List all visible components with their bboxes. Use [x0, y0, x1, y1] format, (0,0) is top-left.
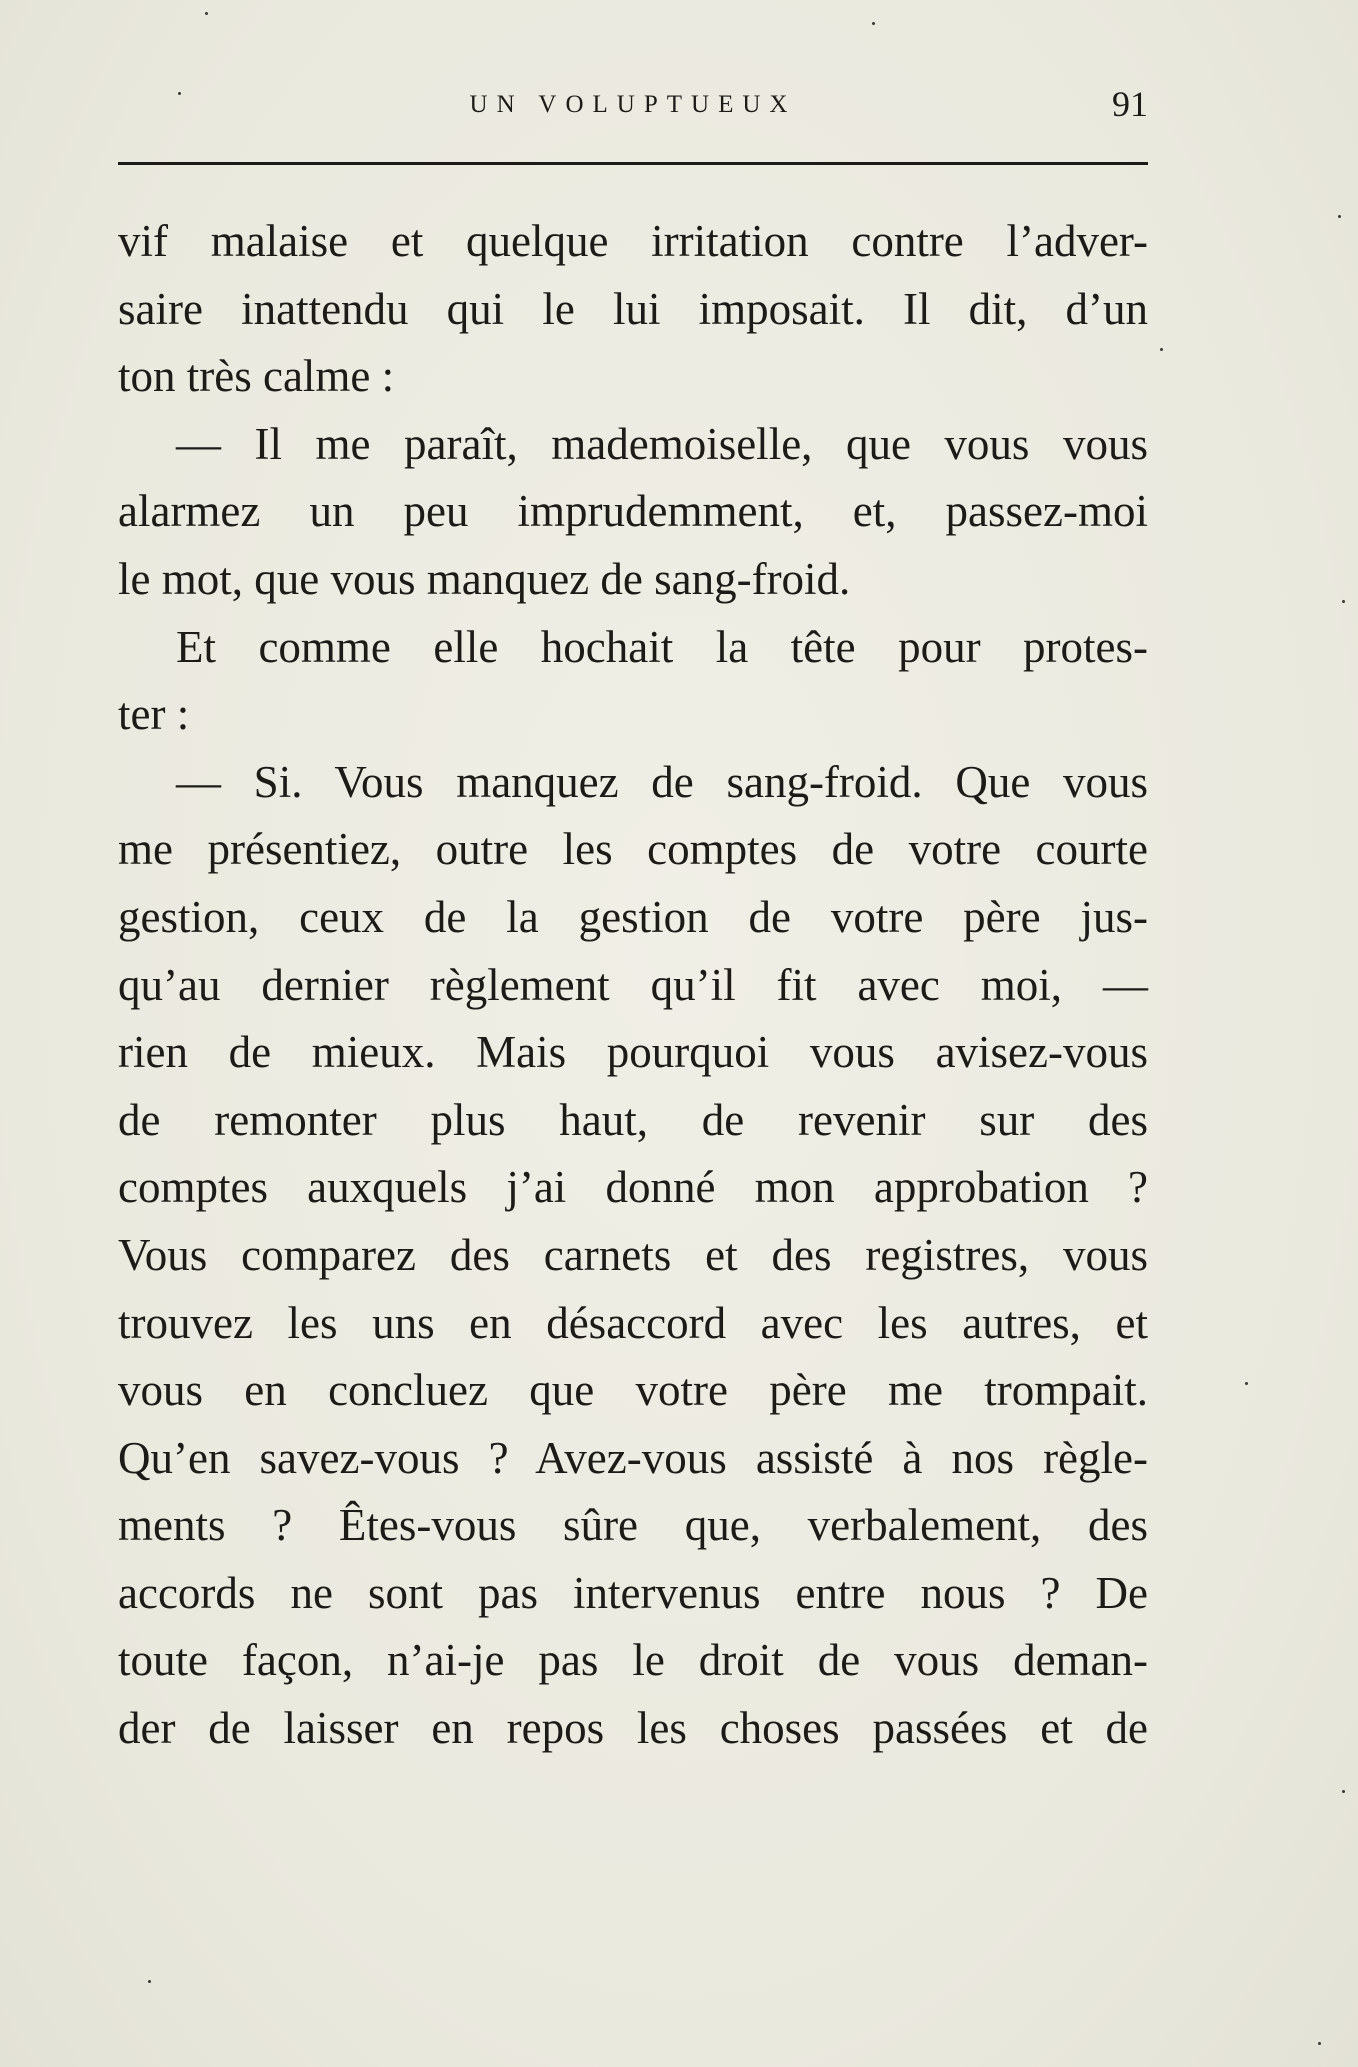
text-line: der de laisser en repos les choses passées et de	[118, 1703, 1148, 1754]
text-line: — Si. Vous manquez de sang-froid. Que vous	[176, 756, 1148, 807]
paper-speck	[1338, 215, 1341, 218]
text-line: rien de mieux. Mais pourquoi vous avisez-vous	[118, 1027, 1148, 1078]
text-line: ter :	[118, 689, 190, 740]
text-line: toute façon, n’ai-je pas le droit de vous deman-	[118, 1635, 1148, 1686]
paper-speck	[1318, 2042, 1321, 2045]
text-line: accords ne sont pas intervenus entre nous ? De	[118, 1567, 1148, 1618]
text-line: le mot, que vous manquez de sang-froid.	[118, 553, 851, 604]
text-line: gestion, ceux de la gestion de votre père jus-	[118, 891, 1148, 942]
text-line: comptes auxquels j’ai donné mon approbation ?	[118, 1162, 1148, 1213]
text-line: Qu’en savez-vous ? Avez-vous assisté à nos règle-	[118, 1432, 1148, 1483]
paper-speck	[1160, 348, 1163, 351]
text-line: Et comme elle hochait la tête pour protes-	[176, 621, 1148, 672]
text-line: qu’au dernier règlement qu’il fit avec moi, —	[118, 959, 1148, 1010]
paper-speck	[1342, 1790, 1345, 1793]
running-title: UN VOLUPTUEUX	[469, 91, 797, 118]
text-line: trouvez les uns en désaccord avec les autres, et	[118, 1297, 1148, 1348]
paper-speck	[148, 1980, 151, 1983]
text-line: me présentiez, outre les comptes de votre courte	[118, 824, 1148, 875]
text-line: ton très calme :	[118, 351, 395, 402]
body-text	[118, 208, 1148, 1763]
text-line: Vous comparez des carnets et des registres, vous	[118, 1229, 1148, 1280]
paper-speck	[178, 92, 181, 95]
text-line: — Il me paraît, mademoiselle, que vous vous	[176, 418, 1148, 469]
paper-speck	[1245, 1382, 1248, 1385]
paper-speck	[205, 12, 208, 15]
header-rule	[118, 162, 1148, 165]
text-line: vous en concluez que votre père me trompait.	[118, 1365, 1148, 1416]
text-line: alarmez un peu imprudemment, et, passez-moi	[118, 486, 1148, 537]
text-line: saire inattendu qui le lui imposait. Il dit, d’un	[118, 283, 1148, 334]
text-line: ments ? Êtes-vous sûre que, verbalement, des	[118, 1500, 1148, 1551]
paper-speck	[1342, 600, 1345, 603]
page-number: 91	[1112, 84, 1148, 124]
page-header	[118, 84, 1148, 144]
paper-speck	[872, 22, 875, 25]
text-line: vif malaise et quelque irritation contre l’adver-	[118, 216, 1148, 266]
text-line: de remonter plus haut, de revenir sur des	[118, 1094, 1148, 1145]
